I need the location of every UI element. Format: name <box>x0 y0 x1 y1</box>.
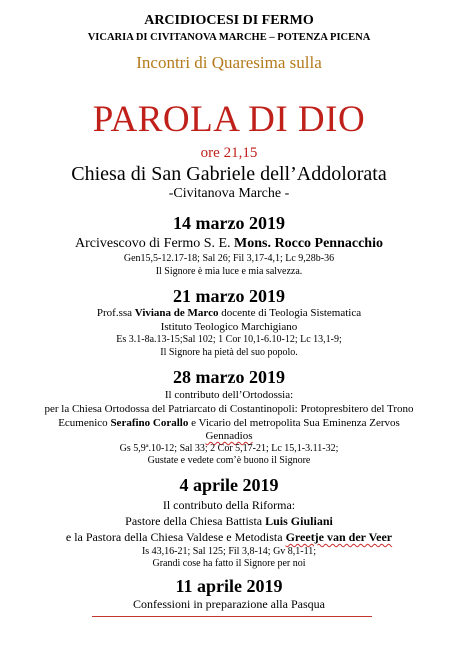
speaker-line-text: e Vicario del metropolita Sua Eminenza Zervos <box>188 417 400 429</box>
diocese-heading: ARCIDIOCESI DI FERMO <box>144 13 314 28</box>
speaker-name: Gennadios <box>205 430 253 442</box>
event-speaker-line <box>0 431 458 442</box>
event-response: Il Signore è mia luce e mia salvezza. <box>155 266 303 277</box>
speaker-line-text: Pastore della Chiesa Battista <box>125 514 266 528</box>
town-line: -Civitanova Marche - <box>168 186 290 201</box>
speaker-title: Prof.ssa <box>96 307 135 319</box>
series-heading: Incontri di Quaresima sulla <box>136 53 322 72</box>
speaker-line-text: e la Pastora della Chiesa Valdese e Metodista <box>65 530 286 544</box>
event-readings: Gen15,5-12.17-18; Sal 26; Fil 3,17-4,1; Lc 9,28b-36 <box>123 253 335 264</box>
event-theme: Confessioni in preparazione alla Pasqua <box>133 597 325 611</box>
speaker-name: Serafino Corallo <box>110 417 189 429</box>
event-response: Il Signore ha pietà del suo popolo. <box>160 347 298 358</box>
event-speaker-line <box>0 531 458 543</box>
event-response: Grandi cose ha fatto il Signore per noi <box>152 558 306 569</box>
event-response: Gustate e vedete com’è buono il Signore <box>147 455 311 466</box>
event-speaker-line: per la Chiesa Ortodossa del Patriarcato di Costantinopoli: Protopresbitero del Trono <box>44 403 414 415</box>
speaker-role: docente di Teologia Sistematica <box>218 307 362 319</box>
vicariate-heading: VICARIA DI CIVITANOVA MARCHE – POTENZA PICENA <box>87 32 371 43</box>
event-date: 4 aprile 2019 <box>179 475 279 495</box>
event-date: 11 aprile 2019 <box>175 576 283 596</box>
event-date: 14 marzo 2019 <box>173 213 285 233</box>
page-title: PAROLA DI DIO <box>92 99 366 140</box>
time-line: ore 21,15 <box>200 145 258 161</box>
speaker-line-text: Ecumenico <box>58 417 111 429</box>
speaker-role: Arcivescovo di Fermo S. E. <box>75 236 235 251</box>
event-speaker <box>0 308 458 319</box>
speaker-name: Mons. Rocco Pennacchio <box>234 236 383 251</box>
event-date: 21 marzo 2019 <box>173 286 285 306</box>
event-readings: Gs 5,9ª.10-12; Sal 33; 2 Cor 5,17-21; Lc 15,1-3.11-32; <box>119 443 339 454</box>
event-theme: Il contributo dell’Ortodossia: <box>164 389 294 401</box>
church-name: Chiesa di San Gabriele dell’Addolorata <box>71 163 387 185</box>
speaker-name: Greetje van der Veer <box>285 530 393 544</box>
closing-underline <box>92 614 372 617</box>
event-readings: Is 43,16-21; Sal 125; Fil 3,8-14; Gv 8,1-11; <box>141 546 317 557</box>
event-readings: Es 3.1-8a.13-15;Sal 102; 1 Cor 10,1-6.10-12; Lc 13,1-9; <box>116 334 342 345</box>
event-speaker-line <box>0 515 458 527</box>
event-theme: Il contributo della Riforma: <box>162 498 296 512</box>
event-date: 28 marzo 2019 <box>173 367 285 387</box>
speaker-name: Luis Giuliani <box>265 514 333 528</box>
speaker-name: Viviana de Marco <box>134 307 219 319</box>
event-speaker-line <box>0 418 458 429</box>
event-speaker <box>0 237 458 251</box>
event-institute: Istituto Teologico Marchigiano <box>160 321 298 333</box>
